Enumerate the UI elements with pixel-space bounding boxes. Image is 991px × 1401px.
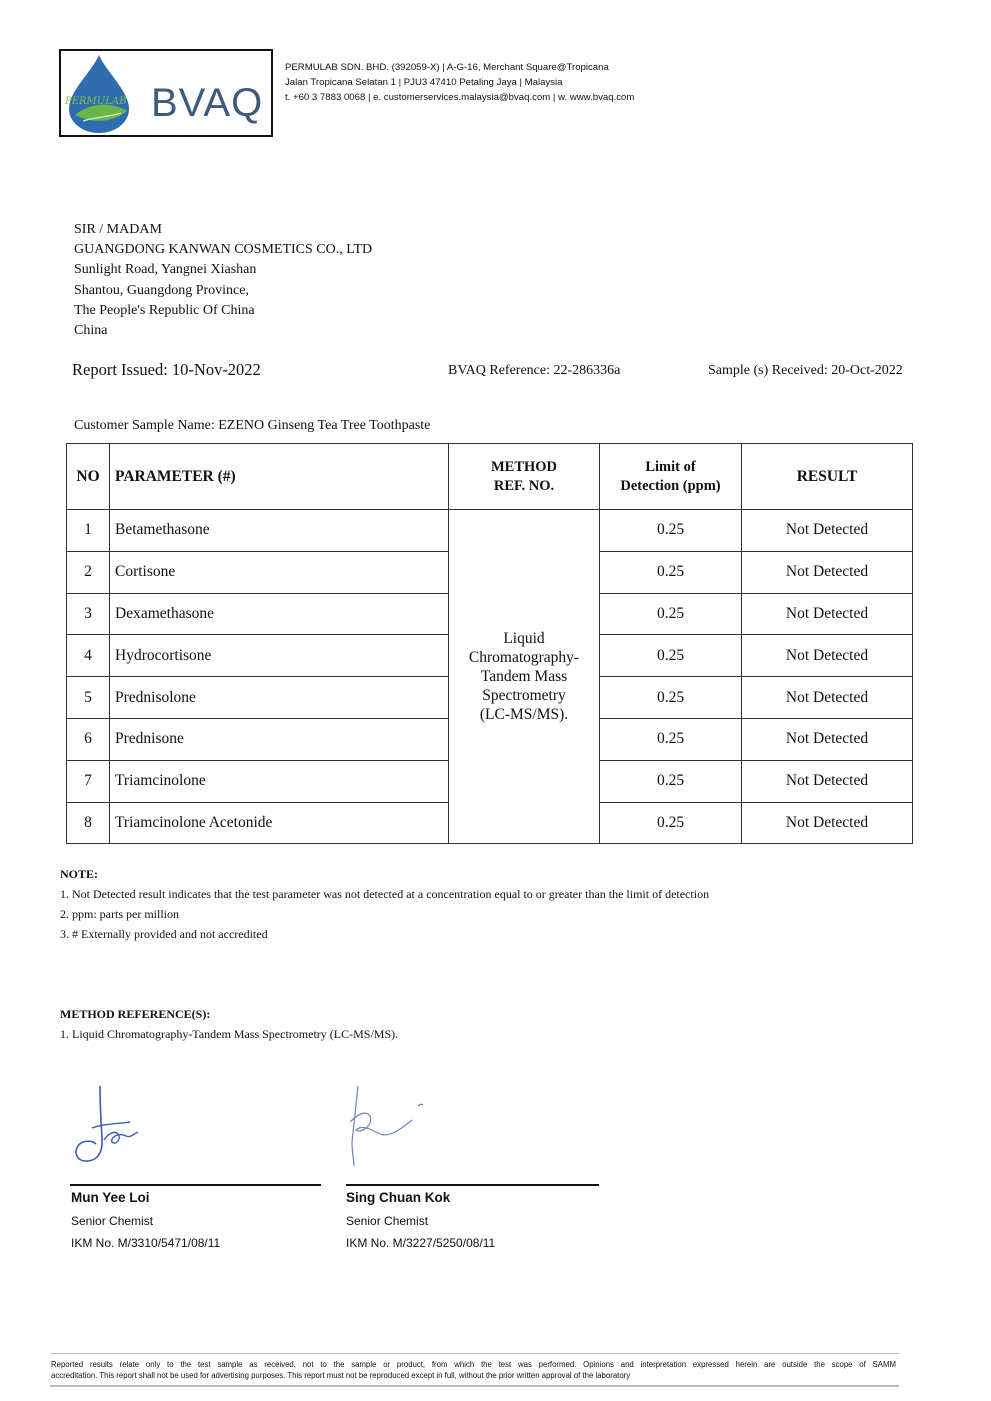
customer-sample-name: Customer Sample Name: EZENO Ginseng Tea Tree Toothpaste <box>74 418 431 433</box>
cell-result: Not Detected <box>742 760 913 802</box>
cell-limit: 0.25 <box>600 510 742 552</box>
footer-divider-top <box>50 1353 899 1354</box>
signatory-ikm: IKM No. M/3310/5471/08/11 <box>71 1236 221 1250</box>
header-no: NO <box>67 444 110 510</box>
signatory-name: Mun Yee Loi <box>71 1190 150 1205</box>
cell-no: 8 <box>67 802 110 844</box>
logo-graphic <box>61 51 271 135</box>
signatory-title: Senior Chemist <box>71 1213 154 1228</box>
recipient-address <box>74 220 372 341</box>
signatory-ikm: IKM No. M/3227/5250/08/11 <box>346 1236 496 1250</box>
signature-1-line <box>70 1184 321 1186</box>
cell-parameter: Triamcinolone Acetonide <box>110 802 449 844</box>
cell-parameter: Cortisone <box>110 551 449 593</box>
cell-result: Not Detected <box>742 677 913 719</box>
table-header-row <box>67 444 913 510</box>
method-line: Spectrometry <box>482 687 566 705</box>
company-logo <box>59 49 273 137</box>
note-item: 3. # Externally provided and not accredited <box>60 927 268 941</box>
signature-2-image <box>346 1080 430 1170</box>
cell-limit: 0.25 <box>600 760 742 802</box>
header-limit-line1: Limit of <box>645 458 696 475</box>
results-table <box>66 443 913 844</box>
method-line: (LC-MS/MS). <box>479 706 569 724</box>
method-line: Liquid <box>503 630 545 648</box>
method-line: Tandem Mass <box>480 668 568 686</box>
cell-parameter: Prednisolone <box>110 677 449 719</box>
method-references-heading: METHOD REFERENCE(S): <box>60 1007 211 1021</box>
method-line: Chromatography- <box>468 649 580 667</box>
cell-no: 3 <box>67 593 110 635</box>
company-line: t. +60 3 7883 0068 | e. customerservices.malaysia@bvaq.com | w. www.bvaq.com <box>285 92 635 103</box>
signatory-name: Sing Chuan Kok <box>346 1190 451 1205</box>
cell-result: Not Detected <box>742 635 913 677</box>
address-line: Shantou, Guangdong Province, <box>74 282 249 298</box>
cell-limit: 0.25 <box>600 802 742 844</box>
logo-script-text: PERMULAB <box>65 96 127 107</box>
method-reference-item: 1. Liquid Chromatography-Tandem Mass Spectrometry (LC-MS/MS). <box>60 1027 399 1041</box>
note-item: 1. Not Detected result indicates that the test parameter was not detected at a concentration equal to or greater than the limit of detection <box>60 887 710 901</box>
address-line: GUANGDONG KANWAN COSMETICS CO., LTD <box>74 242 373 258</box>
method-references-section <box>60 1004 398 1044</box>
cell-limit: 0.25 <box>600 635 742 677</box>
cell-no: 4 <box>67 635 110 677</box>
cell-parameter: Hydrocortisone <box>110 635 449 677</box>
cell-parameter: Prednisone <box>110 718 449 760</box>
cell-result: Not Detected <box>742 593 913 635</box>
cell-limit: 0.25 <box>600 718 742 760</box>
header-result: RESULT <box>742 444 913 510</box>
signatory-title: Senior Chemist <box>346 1213 429 1228</box>
notes-heading: NOTE: <box>60 867 99 881</box>
cell-no: 7 <box>67 760 110 802</box>
logo-brand-text: BVAQ <box>151 81 264 125</box>
cell-parameter: Betamethasone <box>110 510 449 552</box>
company-line: PERMULAB SDN. BHD. (392059-X) | A-G-16, Merchant Square@Tropicana <box>285 62 609 73</box>
cell-result: Not Detected <box>742 551 913 593</box>
header-parameter: PARAMETER (#) <box>110 444 449 510</box>
header-limit-line2: Detection (ppm) <box>620 477 721 494</box>
cell-limit: 0.25 <box>600 677 742 719</box>
cell-limit: 0.25 <box>600 551 742 593</box>
signatory-1 <box>71 1187 220 1255</box>
cell-result: Not Detected <box>742 802 913 844</box>
cell-parameter: Dexamethasone <box>110 593 449 635</box>
header-method-line1: METHOD <box>490 458 558 475</box>
address-line: China <box>74 323 108 339</box>
header-method <box>449 444 600 510</box>
cell-no: 2 <box>67 551 110 593</box>
note-item: 2. ppm: parts per million <box>60 907 179 921</box>
cell-limit: 0.25 <box>600 593 742 635</box>
cell-result: Not Detected <box>742 718 913 760</box>
company-details <box>285 60 634 105</box>
cell-method <box>449 510 600 844</box>
header-method-line2: REF. NO. <box>493 477 555 494</box>
cell-no: 5 <box>67 677 110 719</box>
cell-parameter: Triamcinolone <box>110 760 449 802</box>
footer-line-2: accreditation. This report shall not be used for advertising purposes. This report must not be reproduced except in full, without the prior written approval of the laboratory <box>51 1371 631 1380</box>
notes-section <box>60 864 709 944</box>
address-line: Sunlight Road, Yangnei Xiashan <box>74 262 257 278</box>
header-limit <box>600 444 742 510</box>
footer-disclaimer <box>51 1359 896 1381</box>
company-line: Jalan Tropicana Selatan 1 | PJU3 47410 Petaling Jaya | Malaysia <box>285 77 563 88</box>
cell-no: 1 <box>67 510 110 552</box>
address-line: The People's Republic Of China <box>74 302 255 318</box>
sample-received-date: Sample (s) Received: 20-Oct-2022 <box>708 363 903 378</box>
report-issued-date: Report Issued: 10-Nov-2022 <box>72 360 261 379</box>
cell-no: 6 <box>67 718 110 760</box>
signature-1-image <box>68 1082 148 1168</box>
signature-2-line <box>346 1184 599 1186</box>
footer-line-1: Reported results relate only to the test sample as received, not to the sample or product, from which the test was performed. Opinions and interpretation expressed herein are outside the scope of SAMM <box>51 1360 896 1369</box>
bvaq-reference: BVAQ Reference: 22-286336a <box>448 363 621 378</box>
footer-divider-bottom <box>50 1385 899 1387</box>
cell-result: Not Detected <box>742 510 913 552</box>
address-line: SIR / MADAM <box>74 222 162 237</box>
signatory-2 <box>346 1187 495 1255</box>
table-row <box>67 510 913 552</box>
